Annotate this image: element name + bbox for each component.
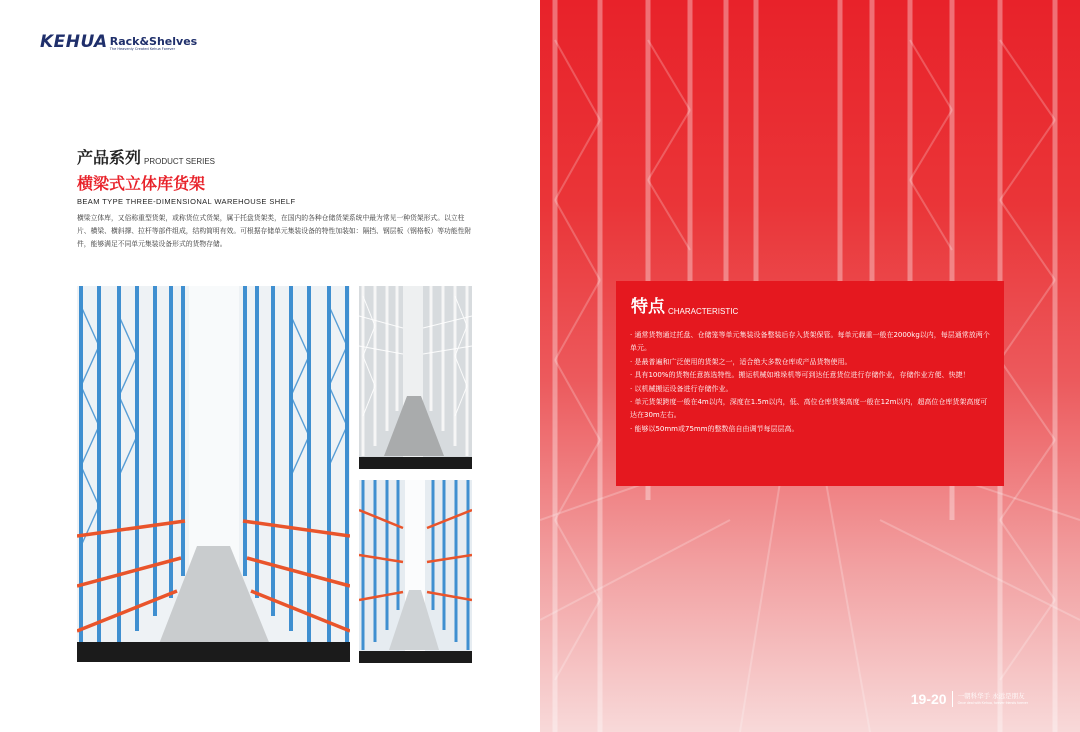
slogan-cn: 一朝科华手 永远是朋友 [957, 692, 1025, 700]
feature-item: · 通常货物通过托盘、仓储笼等单元集装设备整装后存入货架保管。每单元载重一般在2000kg以内，每层通常放两个单元。 [630, 331, 990, 353]
feature-list [630, 329, 990, 436]
footer-divider [952, 691, 953, 707]
logo-side [110, 36, 197, 52]
characteristic-title-en: CHARACTERISTIC [668, 307, 739, 316]
right-page [540, 0, 1080, 732]
feature-item: · 是最普遍和广泛使用的货架之一，适合绝大多数仓库或产品货物使用。 [630, 357, 852, 366]
kehua-logo [40, 34, 197, 51]
characteristic-title-cn: 特点 [631, 297, 665, 317]
feature-item: · 单元货架跨度一般在4m以内，深度在1.5m以内，低、高位仓库货架高度一般在12m以内，超高位仓库货架高度可达在30m左右。 [630, 398, 988, 420]
product-subtitle: BEAM TYPE THREE-DIMENSIONAL WAREHOUSE SHELF [77, 197, 296, 206]
blue-orange-rack-aisle-photo [77, 286, 350, 662]
characteristic-card [616, 281, 1004, 486]
slogan-en: Once deal with Kehua, forever friends forever [957, 700, 1028, 705]
series-title-cn: 产品系列 [77, 148, 142, 167]
logo-brand-name: Rack&Shelves [109, 34, 198, 48]
product-title: 横梁式立体库货架 [77, 174, 206, 193]
product-intro: 横梁立体库，又俗称重型货架，或称货位式货架，属于托盘货架类，在国内的各种仓储货架系统中最为常见一种货架形式。以立柱片、横梁、横斜撑、拉杆等部件组成，结构简明有效。可根据存储单元集装设备的特性加装如：隔挡、钢层板（钢格板）等功能性附件，能够满足不同单元集装设备形式的货物存储。 [77, 214, 472, 248]
blue-rack-aisle-photo [359, 480, 472, 663]
feature-item: · 能够以50mm或75mm的整数倍自由调节每层层高。 [630, 424, 799, 433]
logo-mark: KEHUA [40, 32, 108, 52]
logo-tagline: The Heavenly Created Kehua Forever [109, 46, 176, 51]
series-title-en: PRODUCT SERIES [144, 157, 215, 166]
page-numbers: 19-20 [910, 691, 947, 707]
white-rack-aisle-photo [359, 286, 472, 469]
characteristic-heading [631, 299, 990, 316]
footer-slogan [958, 693, 1028, 705]
product-series-heading [77, 150, 215, 166]
feature-item: · 以机械搬运设备进行存储作业。 [630, 384, 733, 393]
page-footer [911, 691, 1028, 707]
feature-item: · 具有100%的货物任意拣选特性。搬运机械如堆垛机等可到达任意货位进行存储作业，存储作业方便、快捷！ [630, 371, 970, 380]
